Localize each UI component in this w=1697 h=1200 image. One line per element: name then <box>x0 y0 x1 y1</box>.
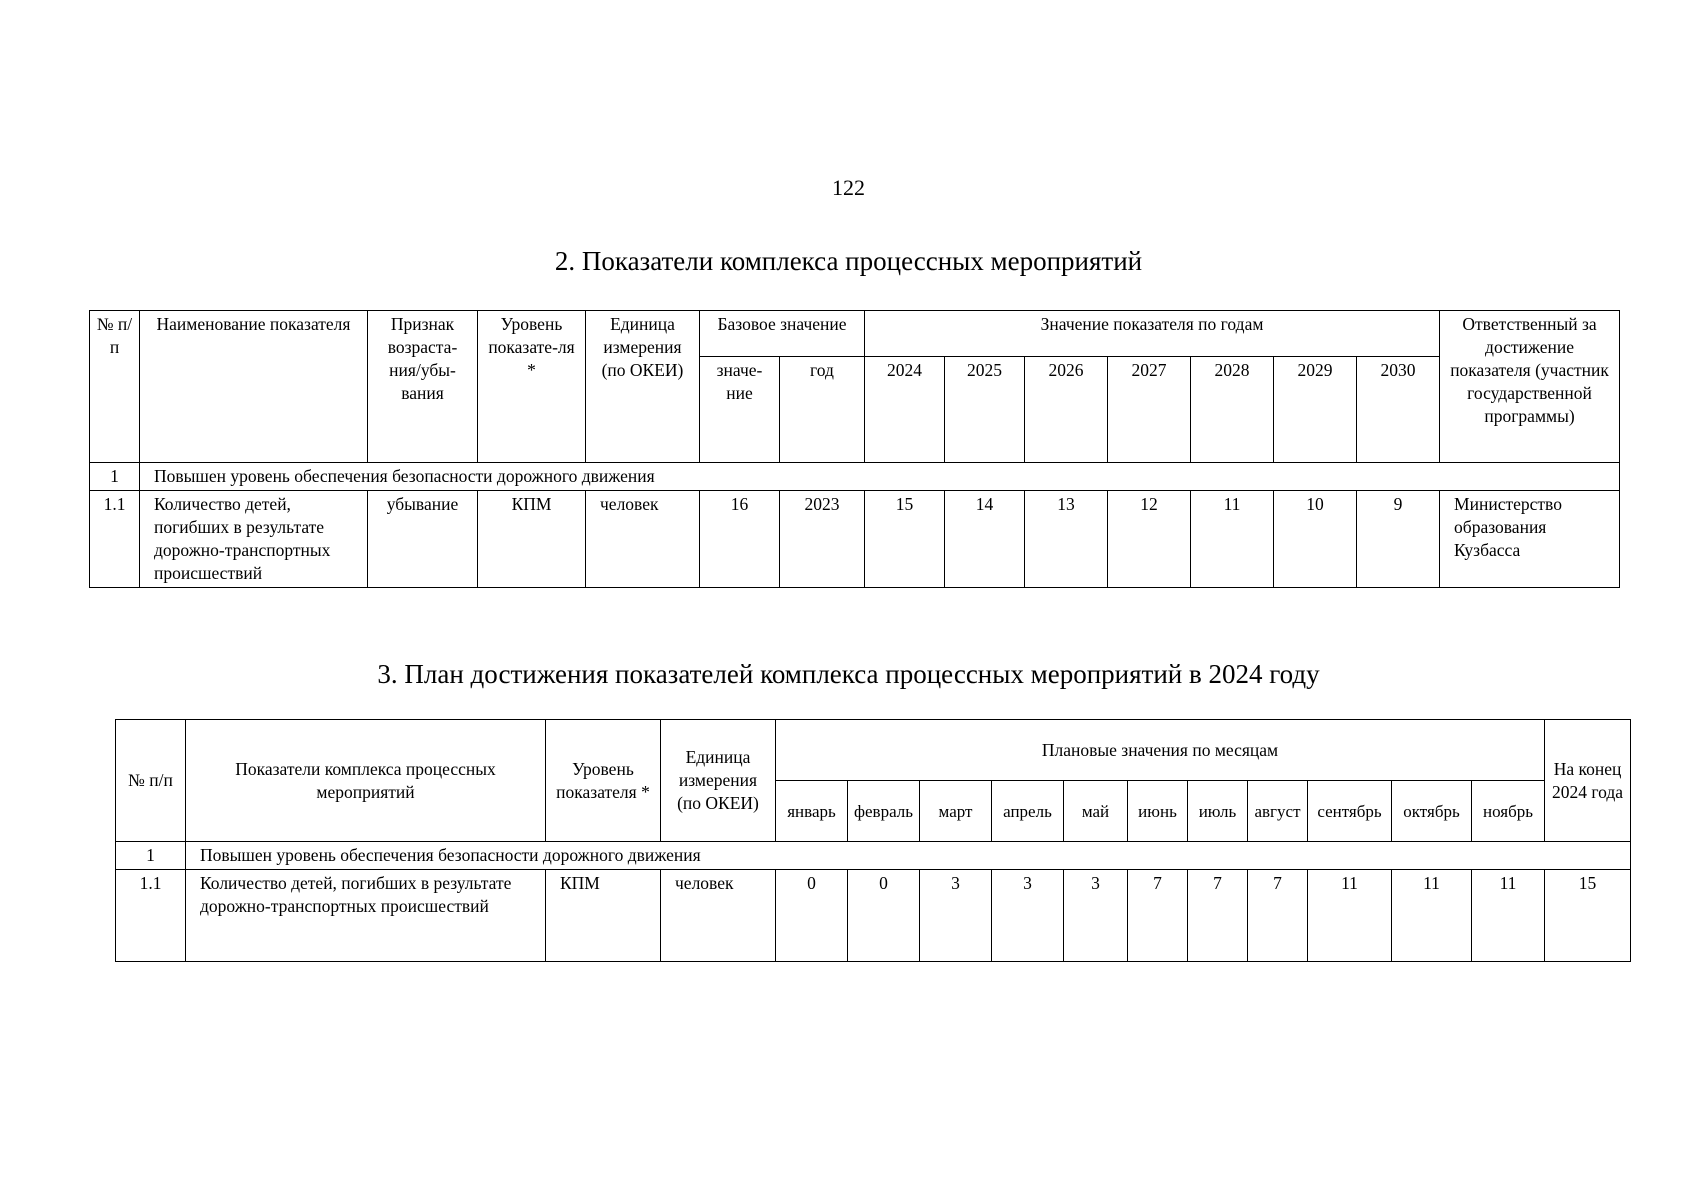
row-name: Количество детей, погибших в результате дорожно-транспортных происшествий <box>140 491 368 588</box>
header-num: № п/п <box>90 311 140 463</box>
plan-row-end: 15 <box>1545 870 1631 962</box>
plan-row-name: Количество детей, погибших в результате дорожно-транспортных происшествий <box>186 870 546 962</box>
plan-row-unit: человек <box>661 870 776 962</box>
header-responsible: Ответственный за достижение показателя (участник государственной программы) <box>1440 311 1620 463</box>
header-year: 2024 <box>865 357 945 463</box>
row-value: 14 <box>945 491 1025 588</box>
row-responsible: Министерство образования Кузбасса <box>1440 491 1620 588</box>
row-num: 1.1 <box>90 491 140 588</box>
header-year: 2025 <box>945 357 1025 463</box>
plan-header-month: ноябрь <box>1472 781 1545 842</box>
group-row <box>90 463 1620 491</box>
header-base-year: год <box>780 357 865 463</box>
row-value: 15 <box>865 491 945 588</box>
plan-group-row <box>116 842 1631 870</box>
row-value: 11 <box>1191 491 1274 588</box>
row-value: 13 <box>1025 491 1108 588</box>
header-year: 2026 <box>1025 357 1108 463</box>
plan-header-num: № п/п <box>116 720 186 842</box>
header-year: 2027 <box>1108 357 1191 463</box>
plan-row-value: 3 <box>992 870 1064 962</box>
plan-header-month: март <box>920 781 992 842</box>
plan-row-value: 0 <box>848 870 920 962</box>
group-label: Повышен уровень обеспечения безопасности дорожного движения <box>140 463 1620 491</box>
plan-header-unit: Единица измерения (по ОКЕИ) <box>661 720 776 842</box>
plan-header-month: апрель <box>992 781 1064 842</box>
row-base-year: 2023 <box>780 491 865 588</box>
row-value: 10 <box>1274 491 1357 588</box>
group-num: 1 <box>90 463 140 491</box>
section-2-title: 2. Показатели комплекса процессных мероприятий <box>554 246 1143 276</box>
header-base-value: значе-ние <box>700 357 780 463</box>
plan-row-value: 11 <box>1392 870 1472 962</box>
plan-row-value: 3 <box>1064 870 1128 962</box>
plan-group-label: Повышен уровень обеспечения безопасности дорожного движения <box>186 842 1631 870</box>
header-base: Базовое значение <box>700 311 865 357</box>
plan-row-num: 1.1 <box>116 870 186 962</box>
plan-header-month: июль <box>1188 781 1248 842</box>
section-3-title: 3. План достижения показателей комплекса процессных мероприятий в 2024 году <box>377 659 1320 689</box>
plan-header-month: сентябрь <box>1308 781 1392 842</box>
plan-group-num: 1 <box>116 842 186 870</box>
header-years-group: Значение показателя по годам <box>865 311 1440 357</box>
page-number: 122 <box>832 175 865 200</box>
row-value: 12 <box>1108 491 1191 588</box>
plan-header-month: июнь <box>1128 781 1188 842</box>
plan-row-value: 11 <box>1308 870 1392 962</box>
plan-row-value: 7 <box>1128 870 1188 962</box>
plan-header-month: октябрь <box>1392 781 1472 842</box>
row-level: КПМ <box>478 491 586 588</box>
header-level: Уровень показате-ля * <box>478 311 586 463</box>
plan-header-name: Показатели комплекса процессных мероприятий <box>186 720 546 842</box>
header-unit: Единица измерения (по ОКЕИ) <box>586 311 700 463</box>
plan-row-level: КПМ <box>546 870 661 962</box>
row-trend: убывание <box>368 491 478 588</box>
plan-row-value: 7 <box>1188 870 1248 962</box>
plan-header-end: На конец 2024 года <box>1545 720 1631 842</box>
header-name: Наименование показателя <box>140 311 368 463</box>
row-base-value: 16 <box>700 491 780 588</box>
plan-row-value: 0 <box>776 870 848 962</box>
plan-header-months-group: Плановые значения по месяцам <box>776 720 1545 781</box>
header-year: 2028 <box>1191 357 1274 463</box>
plan-row-value: 3 <box>920 870 992 962</box>
plan-header-level: Уровень показателя * <box>546 720 661 842</box>
plan-header-month: январь <box>776 781 848 842</box>
plan-table-row <box>116 870 1631 962</box>
plan-header-month: февраль <box>848 781 920 842</box>
plan-header-month: май <box>1064 781 1128 842</box>
header-year: 2030 <box>1357 357 1440 463</box>
plan-row-value: 7 <box>1248 870 1308 962</box>
header-year: 2029 <box>1274 357 1357 463</box>
indicators-table <box>89 310 1620 588</box>
plan-row-value: 11 <box>1472 870 1545 962</box>
header-trend: Признак возраста-ния/убы-вания <box>368 311 478 463</box>
table-row <box>90 491 1620 588</box>
row-value: 9 <box>1357 491 1440 588</box>
plan-header-month: август <box>1248 781 1308 842</box>
row-unit: человек <box>586 491 700 588</box>
plan-table <box>115 719 1631 962</box>
